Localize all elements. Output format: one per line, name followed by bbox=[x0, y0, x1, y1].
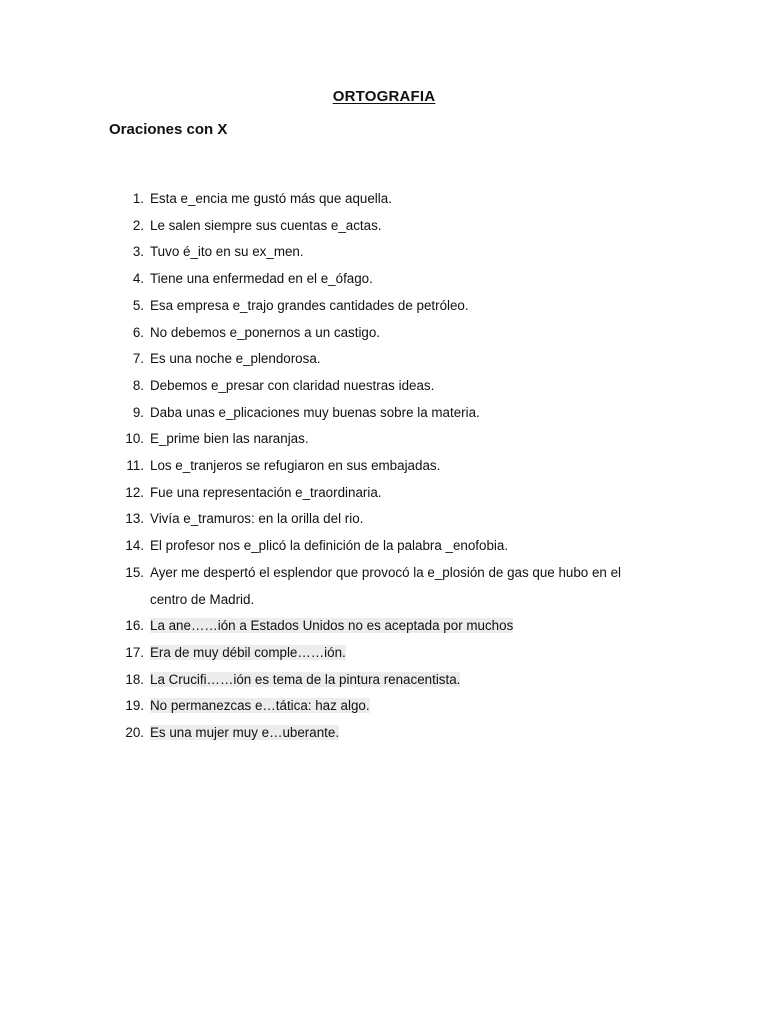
item-number: 12. bbox=[125, 484, 144, 500]
item-number: 20. bbox=[125, 725, 144, 741]
item-number: 11. bbox=[126, 458, 144, 474]
item-text: Era de muy débil comple……ión. bbox=[150, 644, 346, 660]
list-item bbox=[0, 667, 768, 694]
item-number: 19. bbox=[125, 698, 144, 714]
document-title: ORTOGRAFIA bbox=[332, 88, 436, 105]
list-item bbox=[0, 693, 768, 720]
item-number: 8. bbox=[132, 377, 144, 393]
list-item bbox=[0, 239, 768, 266]
item-text: Debemos e_presar con claridad nuestras ideas. bbox=[150, 377, 435, 393]
item-number: 17. bbox=[125, 644, 144, 660]
item-text: El profesor nos e_plicó la definición de la palabra _enofobia. bbox=[150, 538, 509, 554]
item-text: La ane……ión a Estados Unidos no es aceptada por muchos bbox=[150, 618, 514, 634]
list-item bbox=[0, 373, 768, 400]
list-item bbox=[0, 426, 768, 453]
list-item bbox=[0, 266, 768, 293]
item-text: Vivía e_tramuros: en la orilla del rio. bbox=[150, 511, 364, 527]
list-item bbox=[0, 720, 768, 747]
item-number: 7. bbox=[132, 351, 144, 367]
item-text: Es una mujer muy e…uberante. bbox=[150, 725, 340, 741]
item-number: 1. bbox=[132, 191, 144, 206]
item-text: Los e_tranjeros se refugiaron en sus embajadas. bbox=[150, 458, 441, 474]
list-item bbox=[0, 533, 768, 560]
item-number: 6. bbox=[132, 324, 144, 340]
item-text: Daba unas e_plicaciones muy buenas sobre la materia. bbox=[150, 404, 480, 420]
item-text: Le salen siempre sus cuentas e_actas. bbox=[150, 217, 382, 233]
item-text: Ayer me despertó el esplendor que provocó la e_plosión de gas que hubo en el centro de Madrid. bbox=[150, 564, 621, 607]
list-item bbox=[0, 613, 768, 640]
item-number: 4. bbox=[132, 271, 144, 287]
item-text: Esa empresa e_trajo grandes cantidades de petróleo. bbox=[150, 297, 469, 313]
list-item bbox=[0, 640, 768, 667]
item-text: No debemos e_ponernos a un castigo. bbox=[150, 324, 381, 340]
item-text: Tuvo é_ito en su ex_men. bbox=[150, 244, 304, 260]
item-text: Fue una representación e_traordinaria. bbox=[150, 484, 382, 500]
sentence-list bbox=[0, 186, 768, 747]
item-text: Esta e_encia me gustó más que aquella. bbox=[150, 191, 392, 206]
item-number: 10. bbox=[125, 431, 144, 447]
item-number: 5. bbox=[132, 297, 144, 313]
item-number: 3. bbox=[132, 244, 144, 260]
item-text: Es una noche e_plendorosa. bbox=[150, 351, 321, 367]
list-item bbox=[0, 453, 768, 480]
item-number: 9. bbox=[132, 404, 144, 420]
item-number: 14. bbox=[125, 538, 144, 554]
list-item bbox=[0, 213, 768, 240]
item-number: 2. bbox=[132, 217, 144, 233]
item-text: La Crucifi……ión es tema de la pintura renacentista. bbox=[150, 671, 461, 687]
list-item bbox=[0, 560, 768, 613]
item-number: 15. bbox=[125, 564, 144, 580]
list-item bbox=[0, 400, 768, 427]
item-text: Tiene una enfermedad en el e_ófago. bbox=[150, 271, 373, 287]
list-item bbox=[0, 293, 768, 320]
item-number: 13. bbox=[125, 511, 144, 527]
item-text: No permanezcas e…tática: haz algo. bbox=[150, 698, 370, 714]
document-subtitle: Oraciones con X bbox=[109, 121, 228, 138]
list-item bbox=[0, 186, 768, 213]
item-number: 16. bbox=[125, 618, 144, 634]
item-number: 18. bbox=[125, 671, 144, 687]
list-item bbox=[0, 480, 768, 507]
list-item bbox=[0, 320, 768, 347]
item-text: E_prime bien las naranjas. bbox=[150, 431, 309, 447]
list-item bbox=[0, 506, 768, 533]
list-item bbox=[0, 346, 768, 373]
